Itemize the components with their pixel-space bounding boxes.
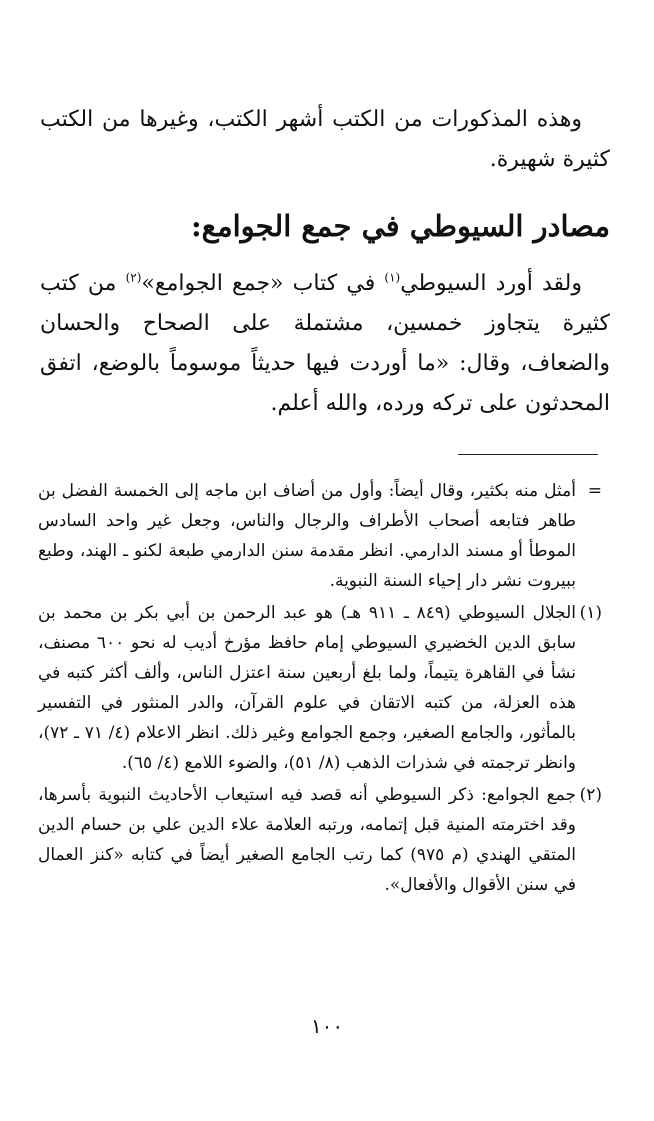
- paragraph-text-part-3: من كتب كثيرة يتجاوز خمسين، مشتملة على الصحاح والحسان والضعاف، وقال: «ما أوردت فيها حديثاً موسوماً بالوضع، اتفق المحدثون على تركه ورده، والله أعلم.: [40, 271, 610, 416]
- footnote-marker: =: [587, 481, 602, 501]
- footnote-text: الجلال السيوطي (٨٤٩ ـ ٩١١ هـ) هو عبد الرحمن بن أبي بكر بن محمد بن سابق الدين الخضيري السيوطي إمام حافظ مؤرخ أديب له نحو ٦٠٠ مصنف، نشأ في القاهرة يتيماً، ولما بلغ أربعين سنة اعتزل الناس، وألف أكثر كتبه في هذه العزلة، من كتبه الاتقان في علوم القرآن، والدر المنثور في التفسير بالمأثور، والجامع الصغير، وجمع الجوامع وغير ذلك. انظر الاعلام (٤/ ٧١ ـ ٧٢)، وانظر ترجمته في شذرات الذهب (٨/ ٥١)، والضوء اللامع (٤/ ٦٥).: [38, 603, 577, 773]
- footnote-1: [38, 598, 602, 778]
- footnote-ref-2: (٢): [125, 270, 142, 285]
- intro-paragraph: وهذه المذكورات من الكتب أشهر الكتب، وغيرها من الكتب كثيرة شهيرة.: [40, 107, 610, 172]
- footnote-marker: (١): [579, 603, 602, 623]
- section-heading: مصادر السيوطي في جمع الجوامع:: [190, 209, 610, 243]
- section-paragraph: [40, 264, 610, 424]
- footnote-text: جمع الجوامع: ذكر السيوطي أنه قصد فيه استيعاب الأحاديث النبوية بأسرها، وقد اخترمته المنية قبل إتمامه، ورتبه العلامة علاء الدين علي بن حسام الدين المتقي الهندي (م ٩٧٥) كما رتب الجامع الصغير أيضاً في كتابه «كنز العمال في سنن الأقوال والأفعال».: [38, 785, 576, 895]
- footnote-marker: (٢): [579, 785, 602, 805]
- footnotes: [38, 476, 602, 902]
- footnote-ref-1: (١): [384, 270, 401, 285]
- paragraph-text-part-2: في كتاب «جمع الجوامع»: [141, 271, 385, 296]
- footnote-2: [38, 780, 602, 900]
- footnote-divider: [458, 454, 598, 455]
- page-number: ١٠٠: [310, 1014, 344, 1038]
- footnote-text: أمثل منه بكثير، وقال أيضاً: وأول من أضاف ابن ماجه إلى الخمسة الفضل بن طاهر فتابعه أصحاب الأطراف والرجال والناس، وجعل غير واحد السادس الموطأ أو مسند الدارمي. انظر مقدمة سنن الدارمي طبعة لكنو ـ الهند، وطبع ببيروت نشر دار إحياء السنة النبوية.: [38, 481, 576, 591]
- paragraph-text-part-1: ولقد أورد السيوطي: [400, 271, 582, 296]
- footnote-continued: [38, 476, 602, 596]
